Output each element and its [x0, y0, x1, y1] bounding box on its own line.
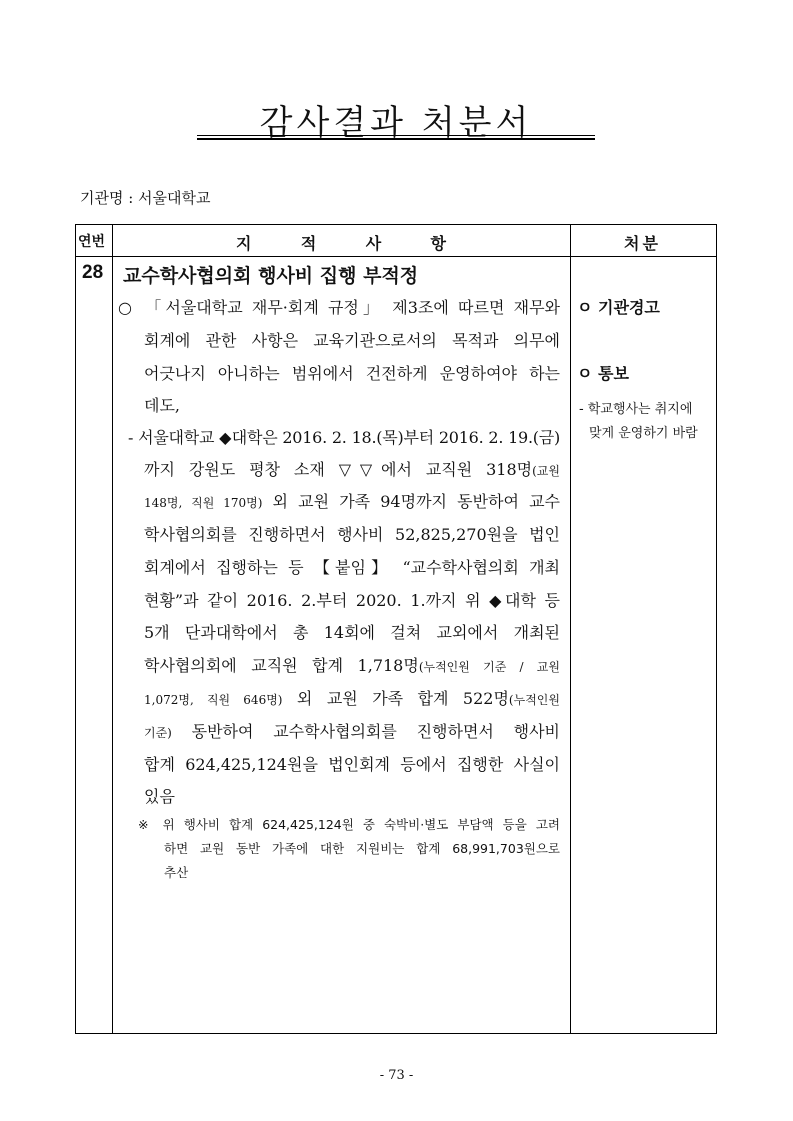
findings-line [144, 752, 560, 775]
findings-text: 회계에서 집행하는 등 【붙임】 “교수학사협의회 개최 [144, 558, 560, 577]
findings-line [144, 522, 560, 545]
findings-line [144, 361, 560, 384]
findings-text: 까지 강원도 평창 소재 ▽▽에서 교직원 318명 [144, 460, 533, 479]
findings-line [128, 425, 560, 448]
findings-text: 데도, [144, 396, 180, 415]
findings-text: 외 교원 가족 94명까지 동반하여 교수 [262, 492, 560, 511]
column-divider [570, 225, 571, 1033]
findings-text: 동반하여 교수학사협의회를 진행하면서 행사비 [171, 722, 560, 741]
findings-line [144, 719, 560, 742]
findings-line [144, 653, 560, 676]
header-findings: 지 적 사 항 [236, 234, 446, 253]
disposition-notice-text: 맞게 운영하기 바람 [589, 426, 698, 441]
organization-label: 기관명 : 서울대학교 [80, 189, 211, 207]
findings-line [144, 555, 560, 578]
footnote-line: 하면 교원 동반 가족에 대한 지원비는 합계 68,991,703원으로 [164, 841, 560, 856]
findings-line [144, 686, 560, 709]
disposition-notice: ㅇ 통보 [577, 364, 629, 383]
column-divider [112, 225, 113, 1033]
findings-line [144, 457, 560, 480]
disposition-notice-text: - 학교행사는 취지에 [579, 402, 693, 417]
footnote-line: 추산 [164, 865, 189, 880]
findings-text: 현황”과 같이 2016. 2.부터 2020. 1.까지 위 ◆대학 등 [144, 591, 560, 610]
header-no: 연번 [78, 234, 106, 250]
findings-text: 있음 [144, 787, 175, 806]
findings-line [144, 393, 560, 416]
findings-text: 학사협의회에 교직원 합계 1,718명 [144, 656, 419, 675]
title-underline [197, 135, 595, 140]
row-number: 28 [82, 262, 104, 283]
footnote-line: ※ 위 행사비 합계 624,425,124원 중 숙박비·별도 부담액 등을 고려 [138, 817, 560, 832]
findings-text: 1,072명, 직원 646명) [144, 693, 283, 707]
findings-line [144, 489, 560, 512]
document-title: 감사결과 처분서 [259, 103, 533, 143]
findings-text: 148명, 직원 170명) [144, 496, 263, 510]
findings-text: 기준) [144, 726, 172, 740]
findings-text: (누적인원 기준 / 교원 [418, 660, 560, 674]
audit-table [75, 224, 717, 1034]
findings-line [118, 295, 560, 318]
findings-text: - 서울대학교 ◆대학은 2016. 2. 18.(목)부터 2016. 2. 19.(금) [128, 428, 560, 447]
findings-line [144, 588, 560, 611]
header-disposition: 처분 [624, 234, 661, 253]
findings-text: 합계 624,425,124원을 법인회계 등에서 집행한 사실이 [144, 755, 560, 774]
row-title: 교수학사협의회 행사비 집행 부적정 [123, 265, 419, 287]
findings-line [144, 620, 560, 643]
disposition-warning: ㅇ 기관경고 [577, 298, 660, 317]
findings-text: 학사협의회를 진행하면서 행사비 52,825,270원을 법인 [144, 525, 560, 544]
findings-text: (교원 [532, 464, 560, 478]
page-number: - 73 - [379, 1068, 414, 1083]
header-divider [76, 256, 716, 257]
findings-line [144, 784, 560, 807]
findings-text: (누적인원 [508, 693, 560, 707]
findings-text: 회계에 관한 사항은 교육기관으로서의 목적과 의무에 [144, 331, 560, 350]
findings-text: 어긋나지 아니하는 범위에서 건전하게 운영하여야 하는 [144, 364, 560, 383]
findings-text: 5개 단과대학에서 총 14회에 걸쳐 교외에서 개최된 [144, 623, 560, 642]
findings-line [144, 328, 560, 351]
findings-text: ○ 「서울대학교 재무·회계 규정」 제3조에 따르면 재무와 [118, 298, 560, 317]
findings-text: 외 교원 가족 합계 522명 [282, 689, 509, 708]
